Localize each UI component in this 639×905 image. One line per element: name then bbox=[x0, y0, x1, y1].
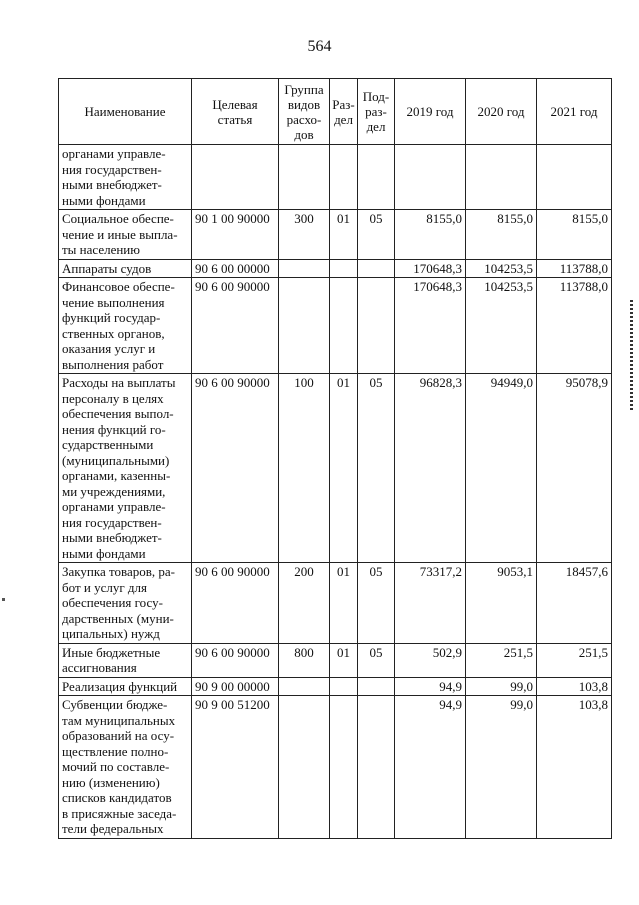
table-row bbox=[59, 696, 612, 839]
cell-name: Иные бюджетные ассигнования bbox=[59, 643, 192, 677]
cell-y2020 bbox=[466, 145, 537, 210]
header-row bbox=[59, 79, 612, 145]
cell-group: 200 bbox=[279, 563, 330, 644]
cell-y2021: 113788,0 bbox=[537, 259, 612, 278]
cell-y2019: 94,9 bbox=[395, 696, 466, 839]
cell-subsection: 05 bbox=[358, 210, 395, 260]
table-row bbox=[59, 677, 612, 696]
cell-group: 800 bbox=[279, 643, 330, 677]
cell-y2019: 94,9 bbox=[395, 677, 466, 696]
cell-section bbox=[330, 696, 358, 839]
page-number: 564 bbox=[307, 38, 332, 55]
cell-y2021: 113788,0 bbox=[537, 278, 612, 374]
cell-section: 01 bbox=[330, 643, 358, 677]
header-section: Раз- дел bbox=[330, 79, 358, 145]
cell-section bbox=[330, 278, 358, 374]
cell-target: 90 6 00 90000 bbox=[192, 643, 279, 677]
cell-subsection bbox=[358, 696, 395, 839]
budget-table bbox=[58, 78, 612, 839]
table-row bbox=[59, 278, 612, 374]
table-row bbox=[59, 259, 612, 278]
cell-section: 01 bbox=[330, 210, 358, 260]
cell-subsection: 05 bbox=[358, 374, 395, 563]
header-2021: 2021 год bbox=[537, 79, 612, 145]
cell-name: органами управле- ния государствен- ными внебюджет- ными фондами bbox=[59, 145, 192, 210]
cell-y2020: 104253,5 bbox=[466, 259, 537, 278]
cell-y2020: 251,5 bbox=[466, 643, 537, 677]
table-row bbox=[59, 145, 612, 210]
header-name: Наименование bbox=[59, 79, 192, 145]
header-target: Целевая статья bbox=[192, 79, 279, 145]
cell-y2019: 502,9 bbox=[395, 643, 466, 677]
cell-group: 100 bbox=[279, 374, 330, 563]
table-row bbox=[59, 563, 612, 644]
cell-name: Закупка товаров, ра- бот и услуг для обеспечения госу- дарственных (муни- ципальных) нужд bbox=[59, 563, 192, 644]
cell-y2020: 104253,5 bbox=[466, 278, 537, 374]
cell-target: 90 1 00 90000 bbox=[192, 210, 279, 260]
cell-section bbox=[330, 145, 358, 210]
cell-y2021: 103,8 bbox=[537, 677, 612, 696]
cell-y2021: 18457,6 bbox=[537, 563, 612, 644]
cell-name: Социальное обеспе- чение и иные выпла- ты населению bbox=[59, 210, 192, 260]
cell-y2021: 95078,9 bbox=[537, 374, 612, 563]
cell-y2021: 8155,0 bbox=[537, 210, 612, 260]
cell-y2021 bbox=[537, 145, 612, 210]
cell-target bbox=[192, 145, 279, 210]
cell-subsection: 05 bbox=[358, 643, 395, 677]
scan-edge-mark bbox=[630, 300, 633, 412]
cell-y2019: 96828,3 bbox=[395, 374, 466, 563]
cell-y2019 bbox=[395, 145, 466, 210]
header-subsection: Под- раз- дел bbox=[358, 79, 395, 145]
cell-group bbox=[279, 278, 330, 374]
cell-name: Реализация функций bbox=[59, 677, 192, 696]
cell-y2020: 99,0 bbox=[466, 696, 537, 839]
header-2020: 2020 год bbox=[466, 79, 537, 145]
cell-subsection bbox=[358, 278, 395, 374]
table-row bbox=[59, 374, 612, 563]
cell-y2019: 8155,0 bbox=[395, 210, 466, 260]
cell-y2020: 99,0 bbox=[466, 677, 537, 696]
cell-group bbox=[279, 259, 330, 278]
cell-group bbox=[279, 677, 330, 696]
cell-y2021: 251,5 bbox=[537, 643, 612, 677]
table-row bbox=[59, 643, 612, 677]
cell-section: 01 bbox=[330, 374, 358, 563]
cell-target: 90 6 00 90000 bbox=[192, 563, 279, 644]
cell-subsection bbox=[358, 677, 395, 696]
header-2019: 2019 год bbox=[395, 79, 466, 145]
cell-y2019: 170648,3 bbox=[395, 259, 466, 278]
cell-section bbox=[330, 677, 358, 696]
cell-y2020: 8155,0 bbox=[466, 210, 537, 260]
cell-group bbox=[279, 696, 330, 839]
cell-target: 90 9 00 00000 bbox=[192, 677, 279, 696]
cell-y2020: 94949,0 bbox=[466, 374, 537, 563]
cell-y2021: 103,8 bbox=[537, 696, 612, 839]
cell-subsection bbox=[358, 259, 395, 278]
cell-y2019: 73317,2 bbox=[395, 563, 466, 644]
scan-dot bbox=[2, 598, 5, 601]
cell-name: Расходы на выплаты персоналу в целях обеспечения выпол- нения функций го- сударственными (муниципальными) органами, казенны- ми учреждениями, органами управле- ния государствен- ными внебюджет- ными фондами bbox=[59, 374, 192, 563]
cell-section: 01 bbox=[330, 563, 358, 644]
cell-target: 90 6 00 00000 bbox=[192, 259, 279, 278]
cell-name: Субвенции бюдже- там муниципальных образований на осу- ществление полно- мочий по составле- нию (изменению) списков кандидатов в присяжные заседа- тели федеральных bbox=[59, 696, 192, 839]
cell-target: 90 9 00 51200 bbox=[192, 696, 279, 839]
table-row bbox=[59, 210, 612, 260]
header-group: Группа видов расхо- дов bbox=[279, 79, 330, 145]
cell-subsection bbox=[358, 145, 395, 210]
cell-section bbox=[330, 259, 358, 278]
cell-name: Аппараты судов bbox=[59, 259, 192, 278]
cell-group bbox=[279, 145, 330, 210]
cell-y2019: 170648,3 bbox=[395, 278, 466, 374]
cell-target: 90 6 00 90000 bbox=[192, 278, 279, 374]
cell-y2020: 9053,1 bbox=[466, 563, 537, 644]
cell-subsection: 05 bbox=[358, 563, 395, 644]
cell-name: Финансовое обеспе- чение выполнения функций государ- ственных органов, оказания услуг и выполнения работ bbox=[59, 278, 192, 374]
cell-target: 90 6 00 90000 bbox=[192, 374, 279, 563]
cell-group: 300 bbox=[279, 210, 330, 260]
